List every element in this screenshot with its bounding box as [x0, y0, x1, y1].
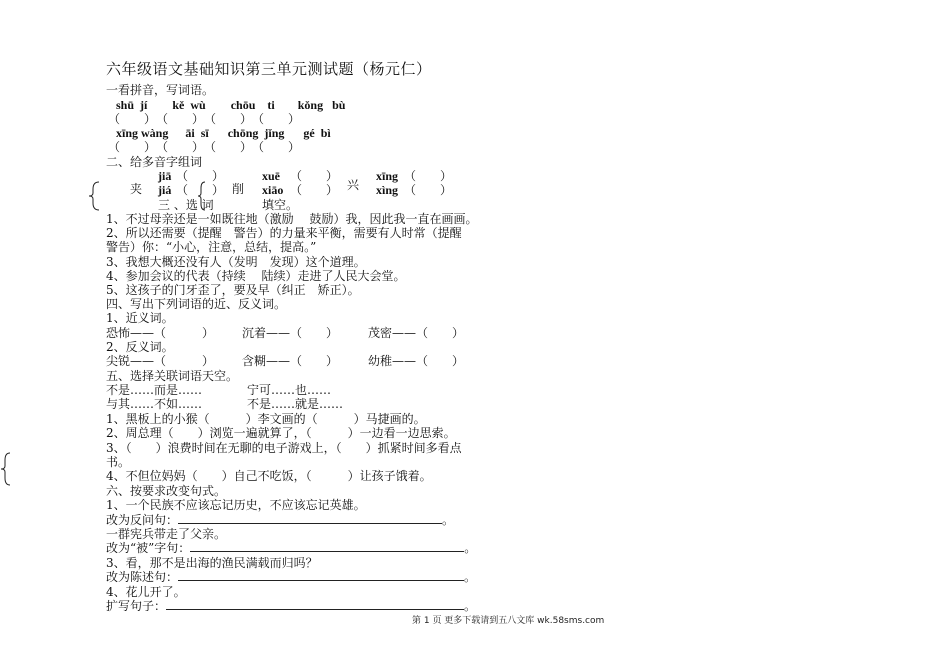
pinyin: gé	[303, 126, 315, 140]
section-2-heading: 二、给多音字组词	[106, 155, 203, 169]
answer-line-expand[interactable]: 扩写句子： 。	[106, 599, 477, 613]
question-line: 1、黑板上的小猴（ ）李文画的（ ）马捷画的。	[106, 412, 426, 426]
pinyin: chōu	[230, 98, 256, 112]
margin-brace	[0, 452, 12, 486]
page-title: 六年级语文基础知识第三单元测试题（杨元仁）	[106, 60, 432, 78]
question-line: 2、周总理（ ）浏览一遍就算了，（ ）一边看一边思索。	[106, 426, 456, 440]
pinyin: wù	[190, 98, 206, 112]
antonym-item[interactable]: 含糊——（ ）	[242, 354, 339, 368]
section-4-heading: 四、写出下列词语的近、反义词。	[106, 297, 287, 311]
answer-blanks-row-1[interactable]: （ ） （ ） （ ） （ ）	[108, 112, 301, 126]
left-brace	[88, 181, 102, 211]
question-line: 3、（ ）浪费时间在无聊的电子游戏上，（ ）抓紧时间多看点	[106, 441, 462, 455]
section-1-heading: 一看拼音，写词语。	[106, 83, 215, 97]
pinyin-xing4: xìng	[376, 183, 399, 197]
word-slot[interactable]: （ ）	[404, 183, 453, 197]
pinyin: chōng	[227, 126, 259, 140]
pinyin-xiao: xiāo	[262, 183, 284, 197]
question-line: 书。	[106, 455, 131, 469]
question-line: 警告）你：“小心，注意，总结，提高。”	[106, 240, 317, 254]
polyphone-char-jia: 夹	[130, 182, 143, 196]
section-5-heading: 五、选择关联词语天空。	[106, 369, 239, 383]
pinyin-xing1: xīng	[376, 169, 399, 183]
pinyin: xīng wàng	[116, 126, 169, 140]
question-line: 1、一个民族不应该忘记历史，不应该忘记英雄。	[106, 498, 366, 512]
pinyin: jǐng	[264, 126, 285, 140]
pinyin: sī	[200, 126, 209, 140]
answer-line-bei[interactable]: 改为“被”字句： 。	[106, 541, 477, 555]
question-line: 3、看，那不是出海的渔民满载而归吗？	[106, 556, 318, 570]
pinyin: bù	[332, 98, 346, 112]
pinyin: kě	[172, 98, 185, 112]
pinyin-jia2: jiá	[158, 183, 172, 197]
antonym-label: 2、反义词。	[106, 340, 174, 354]
polyphone-char-xing: 兴	[347, 178, 360, 192]
question-line: 5、这孩子的门牙歪了，要及早（纠正 矫正）。	[106, 283, 360, 297]
conjunction-pair: 宁可……也……	[247, 383, 332, 397]
section-3-heading-fill: 填空。	[262, 198, 299, 212]
synonym-item[interactable]: 恐怖——（ ）	[106, 326, 215, 340]
section-3-heading: 三 、选 词	[158, 198, 214, 212]
pinyin-row-1	[116, 98, 345, 112]
pinyin: jí	[140, 98, 148, 112]
question-line: 1、不过母亲还是一如既往地（激励 鼓励）我，因此我一直在画画。	[106, 212, 478, 226]
polyphone-char-xiao: 削	[232, 182, 245, 196]
conjunction-pair: 不是……就是……	[247, 397, 344, 411]
pinyin: shū	[116, 98, 135, 112]
word-slot[interactable]: （ ）	[176, 183, 225, 197]
question-line: 4、参加会议的代表（持续 陆续）走进了人民大会堂。	[106, 269, 406, 283]
synonym-label: 1、近义词。	[106, 311, 174, 325]
question-line: 3、我想大概还没有人（发明 发现）这个道理。	[106, 255, 366, 269]
antonym-item[interactable]: 幼稚——（ ）	[368, 354, 465, 368]
word-slot[interactable]: （ ）	[176, 169, 225, 183]
question-line: 一群宪兵带走了父亲。	[106, 527, 227, 541]
pinyin: kǒng	[297, 98, 324, 112]
answer-line-declarative[interactable]: 改为陈述句： 。	[106, 570, 477, 584]
word-slot[interactable]: （ ）	[404, 169, 453, 183]
pinyin-xue: xuē	[262, 169, 280, 183]
answer-line-rhetorical[interactable]: 改为反问句： 。	[106, 513, 455, 527]
pinyin: āi	[185, 126, 195, 140]
antonym-item[interactable]: 尖锐——（ ）	[106, 354, 215, 368]
page-footer: 第 1 页 更多下载请到五八文库 wk.58sms.com	[412, 616, 605, 626]
question-line: 4、花儿开了。	[106, 585, 186, 599]
word-slot[interactable]: （ ）	[290, 183, 339, 197]
answer-blanks-row-2[interactable]: （ ） （ ） （ ） （ ）	[108, 140, 301, 154]
section-6-heading: 六、按要求改变句式。	[106, 484, 227, 498]
pinyin-row-2	[116, 126, 331, 140]
pinyin: ti	[267, 98, 275, 112]
conjunction-pair: 不是……而是……	[106, 383, 203, 397]
word-slot[interactable]: （ ）	[290, 169, 339, 183]
pinyin-jia1: jiā	[158, 169, 172, 183]
pinyin: bì	[320, 126, 331, 140]
conjunction-pair: 与其……不如……	[106, 397, 203, 411]
synonym-item[interactable]: 沉着——（ ）	[242, 326, 339, 340]
question-line: 2、所以还需要（提醒 警告）的力量来平衡，需要有人时常（提醒	[106, 226, 462, 240]
synonym-item[interactable]: 茂密——（ ）	[368, 326, 465, 340]
question-line: 4、不但位妈妈（ ）自己不吃饭，（ ）让孩子饿着。	[106, 469, 432, 483]
